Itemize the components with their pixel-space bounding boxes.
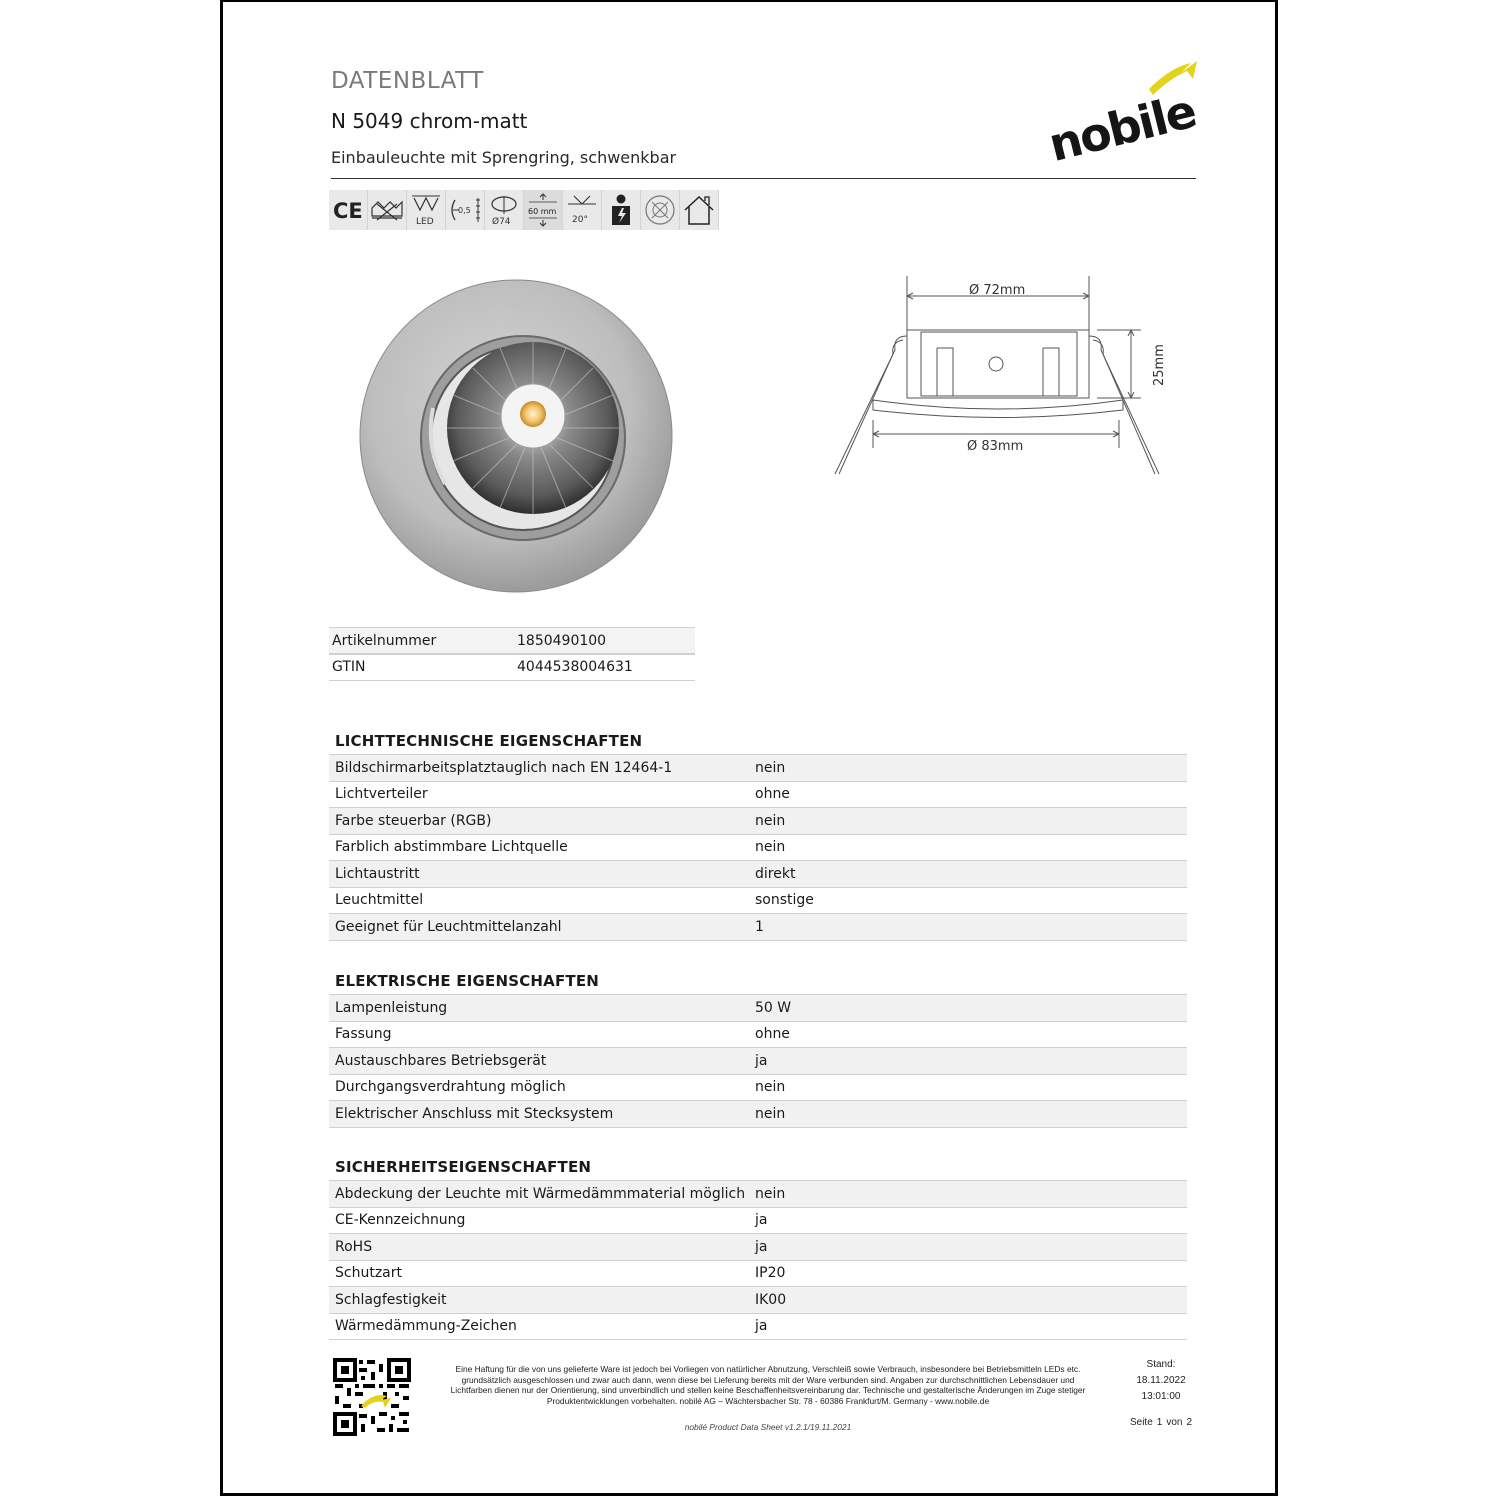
nobile-logo [1041, 57, 1201, 173]
svg-text:20°: 20° [572, 215, 588, 225]
stand-time: 13:01:00 [1141, 1391, 1181, 1402]
row-value: sonstige [755, 892, 814, 909]
table-row [329, 1047, 1187, 1074]
id-label: Artikelnummer [332, 632, 437, 649]
table-row [329, 860, 1187, 887]
row-value: direkt [755, 865, 796, 882]
qr-code[interactable] [333, 1358, 411, 1436]
section-title: SICHERHEITSEIGENSCHAFTEN [335, 1158, 592, 1176]
row-label: Lampenleistung [335, 999, 448, 1016]
id-row-gtin [329, 653, 695, 681]
row-value: nein [755, 839, 786, 856]
table-row [329, 1100, 1187, 1128]
row-label: Elektrischer Anschluss mit Stecksystem [335, 1105, 614, 1122]
row-label: Leuchtmittel [335, 892, 424, 909]
min-distance-icon [446, 190, 485, 230]
id-value: 1850490100 [517, 632, 607, 649]
row-label: Lichtaustritt [335, 865, 420, 882]
product-photo [353, 278, 679, 594]
section-title: LICHTTECHNISCHE EIGENSCHAFTEN [335, 732, 643, 750]
row-value: 1 [755, 918, 764, 935]
svg-text:CE: CE [333, 199, 363, 223]
row-value: IK00 [755, 1291, 787, 1308]
stand-date: 18.11.2022 [1136, 1375, 1186, 1386]
dim-height-label: 25mm [1152, 344, 1167, 386]
row-value: IP20 [755, 1265, 786, 1282]
table-row [329, 1180, 1187, 1207]
svg-text:LED: LED [416, 217, 434, 227]
row-label: Durchgangsverdrahtung möglich [335, 1079, 566, 1096]
row-value: nein [755, 1105, 786, 1122]
not-for-insulation-icon [368, 190, 407, 230]
section-lighting [329, 729, 1187, 941]
dimension-drawing [833, 270, 1167, 480]
cutout-diameter-icon [485, 190, 524, 230]
dim-bottom-label: Ø 83mm [967, 439, 1024, 454]
stand-label: Stand: [1146, 1359, 1176, 1370]
version-note: nobilé Product Data Sheet v1.2.1/19.11.2021 [684, 1422, 852, 1432]
table-row [329, 994, 1187, 1021]
row-value: 50 W [755, 999, 792, 1016]
row-label: Bildschirmarbeitsplatztauglich nach EN 12464-1 [335, 759, 673, 776]
logo-text: nobile [1043, 83, 1201, 173]
table-row [329, 1313, 1187, 1341]
row-label: Schutzart [335, 1265, 402, 1282]
id-value: 4044538004631 [517, 659, 633, 675]
row-label: Farbe steuerbar (RGB) [335, 812, 492, 829]
id-label: GTIN [332, 659, 366, 675]
id-table [329, 628, 695, 681]
product-title: N 5049 chrom-matt [331, 109, 528, 133]
section-title: ELEKTRISCHE EIGENSCHAFTEN [335, 972, 600, 990]
row-value: ja [755, 1052, 768, 1069]
svg-text:Ø74: Ø74 [492, 217, 511, 227]
row-label: Fassung [335, 1026, 392, 1043]
stand-block [1116, 1357, 1206, 1405]
row-value: nein [755, 1185, 786, 1202]
doc-type-heading: DATENBLATT [331, 68, 484, 94]
feature-icon-bar [329, 190, 719, 230]
svg-text:0,5: 0,5 [458, 206, 471, 215]
table-row [329, 913, 1187, 941]
row-value: ohne [755, 786, 790, 803]
row-value: ja [755, 1212, 768, 1229]
row-value: nein [755, 812, 786, 829]
row-label: Lichtverteiler [335, 786, 428, 803]
tilt-angle-icon [563, 190, 602, 230]
section-safety [329, 1155, 1187, 1340]
ce-mark-icon [329, 190, 368, 230]
table-row [329, 781, 1187, 808]
page-number: Seite 1 von 2 [1129, 1417, 1193, 1428]
svg-text:60 mm: 60 mm [528, 207, 557, 216]
product-subtitle: Einbauleuchte mit Sprengring, schwenkbar [331, 148, 677, 167]
row-label: Abdeckung der Leuchte mit Wärmedämmmaterial möglich [335, 1185, 746, 1202]
header-divider [331, 178, 1196, 179]
installation-depth-icon [524, 190, 563, 230]
electrician-install-icon [602, 190, 641, 230]
section-electrical [329, 969, 1187, 1128]
indoor-use-icon [680, 190, 719, 230]
row-value: ja [755, 1238, 768, 1255]
row-label: Wärmedämmung-Zeichen [335, 1318, 517, 1335]
table-row [329, 754, 1187, 781]
row-value: nein [755, 1079, 786, 1096]
table-row [329, 887, 1187, 914]
row-value: nein [755, 759, 786, 776]
table-row [329, 807, 1187, 834]
table-row [329, 1286, 1187, 1313]
row-label: CE-Kennzeichnung [335, 1212, 466, 1229]
table-row [329, 1260, 1187, 1287]
no-driver-icon [641, 190, 680, 230]
led-compatible-icon [407, 190, 446, 230]
row-label: Schlagfestigkeit [335, 1291, 447, 1308]
legal-disclaimer: Eine Haftung für die von uns gelieferte Ware ist jedoch bei Vorliegen von natürlicher Abnutzung, Verschleiß sowie Verbrauch, insbesondere bei Betriebsmitteln LEDs etc. grundsätzlich ausgeschlossen und zwar auch dann, wenn diese bei Lieferung bereits mit der Ware verbunden sind. Angaben zur durchschnittlichen Lebensdauer und Lichtfarben dienen nur der Orientierung, sind unverbindlich und stellen keine Beschaffenheitsvereinbarung dar. Technische und gestalterische Änderungen im Zuge stetiger Produktentwicklungen vorbehalten. nobilé AG – Wächtersbacher Str. 78 - 60386 Frankfurt/M. Germany - www.nobile.de [450, 1364, 1086, 1406]
table-row [329, 1233, 1187, 1260]
datasheet-page [220, 0, 1278, 1496]
table-row [329, 1207, 1187, 1234]
row-value: ohne [755, 1026, 790, 1043]
row-label: Austauschbares Betriebsgerät [335, 1052, 547, 1069]
table-row [329, 1074, 1187, 1101]
dim-top-label: Ø 72mm [969, 283, 1026, 298]
row-label: RoHS [335, 1238, 373, 1255]
id-row-article [329, 627, 695, 655]
table-row [329, 834, 1187, 861]
row-value: ja [755, 1318, 768, 1335]
row-label: Farblich abstimmbare Lichtquelle [335, 839, 568, 856]
row-label: Geeignet für Leuchtmittelanzahl [335, 918, 562, 935]
table-row [329, 1021, 1187, 1048]
